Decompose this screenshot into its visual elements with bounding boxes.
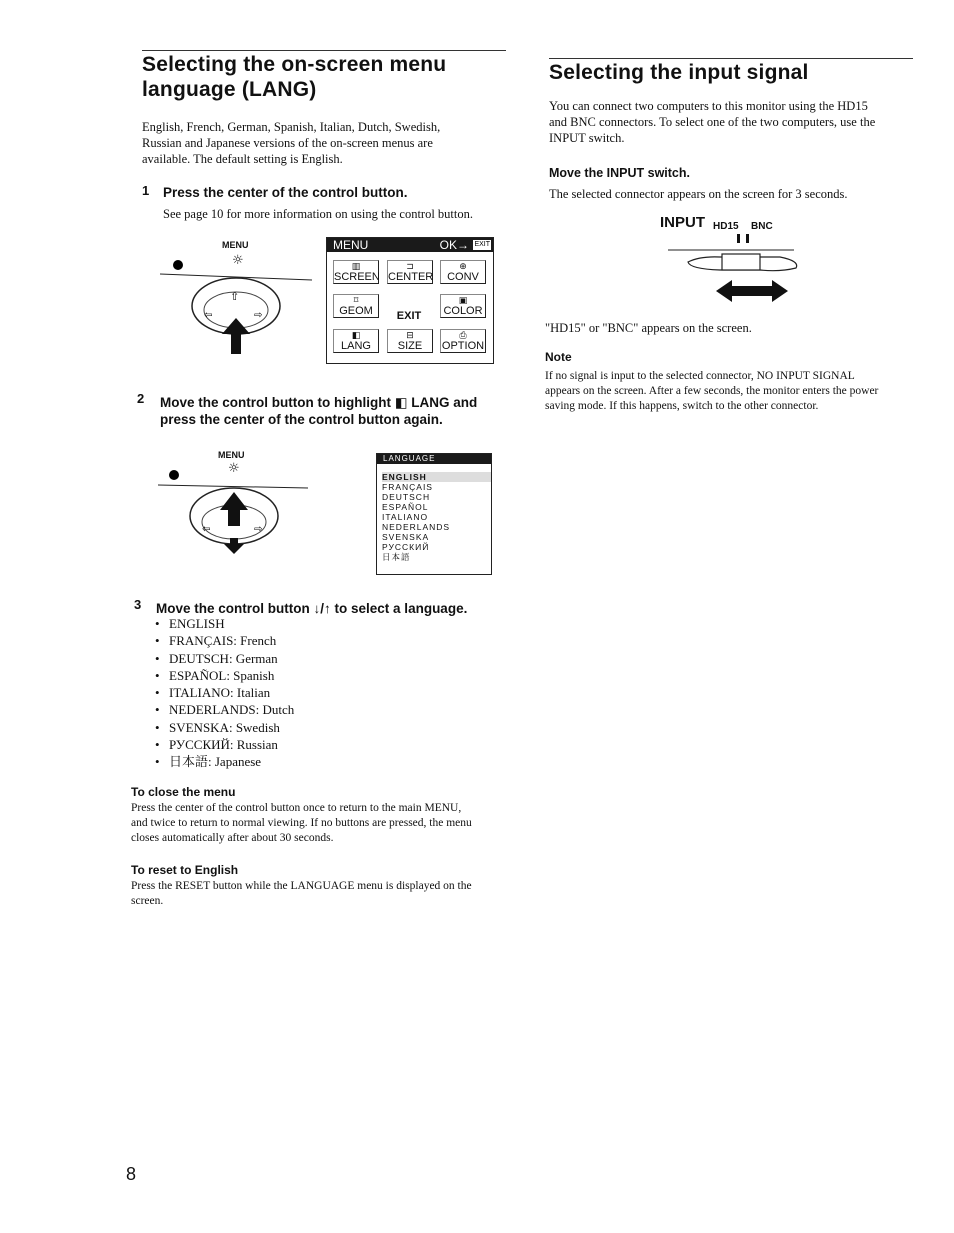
menu-tile-option — [440, 329, 486, 353]
contrast-icon — [173, 260, 183, 270]
language-option: 日本語 — [382, 552, 411, 562]
menu-tile-label: LANG — [341, 340, 371, 352]
option-icon: ⎙ — [459, 330, 467, 340]
menu-tile-label: SCREEN — [334, 271, 380, 283]
title-rule-left — [142, 50, 506, 51]
list-item: • FRANÇAIS: French — [155, 632, 294, 649]
down-arrow — [224, 538, 244, 554]
step-2-number: 2 — [137, 391, 145, 406]
screen-icon: ▥ — [351, 261, 361, 271]
language-option: SVENSKA — [382, 532, 430, 542]
color-icon: ▣ — [458, 295, 468, 305]
lang-icon: ◧ — [351, 330, 361, 340]
section-title-input: Selecting the input signal — [549, 61, 809, 84]
language-option: РУССКИЙ — [382, 542, 430, 552]
menu-tile-geom — [333, 294, 379, 318]
menu-tile-conv — [440, 260, 486, 284]
title-line-1: Selecting the on-screen menu — [142, 53, 447, 76]
step-1-subtext: See page 10 for more information on using the control button. — [163, 207, 474, 221]
size-icon: ⊟ — [406, 330, 414, 340]
list-item: • ENGLISH — [155, 615, 294, 632]
step-3-number: 3 — [134, 597, 142, 612]
list-item: • ITALIANO: Italian — [155, 684, 294, 701]
language-options — [377, 464, 491, 562]
menu-tile-label: OPTION — [441, 340, 485, 352]
menu-screen — [326, 237, 494, 364]
svg-text:⇦: ⇦ — [202, 524, 211, 535]
menu-tile-screen — [333, 260, 379, 284]
list-item: • РУССКИЙ: Russian — [155, 736, 294, 753]
control-button-icon — [160, 230, 320, 360]
menu-tile-lang — [333, 329, 379, 353]
menu-tile-size — [387, 329, 433, 353]
language-option: NEDERLANDS — [382, 522, 451, 532]
control-button-icon-2 — [158, 442, 318, 562]
language-option: ESPAÑOL — [382, 502, 429, 512]
contrast-icon — [169, 470, 179, 480]
step-2-text: Move the control button to highlight ◧ LANG and press the center of the control button again. — [160, 395, 478, 427]
menu-screen-titlebar: MENU OK→ EXIT — [327, 238, 493, 252]
reset-english-heading: To reset to English — [131, 863, 239, 877]
center-icon: ⊐ — [406, 261, 414, 271]
move-input-text: The selected connector appears on the screen for 3 seconds. — [549, 187, 848, 201]
step-1-text: Press the center of the control button. — [163, 185, 408, 200]
close-menu-text: Press the center of the control button once to return to the main MENU, and twice to return to normal viewing. If no buttons are pressed, the menu closes automatically after about 30 seconds. — [131, 802, 472, 844]
reset-english-text: Press the RESET button while the LANGUAGE menu is displayed on the screen. — [131, 880, 472, 907]
conv-icon: ⊕ — [459, 261, 467, 271]
lang-icon: ◧ — [394, 395, 408, 410]
input-label: INPUT — [660, 214, 705, 231]
svg-text:⇨: ⇨ — [254, 524, 263, 535]
menu-tile-exit — [387, 294, 431, 322]
menu-tile-label: CENTER — [388, 271, 434, 283]
control-button-diagram-2 — [158, 442, 318, 562]
input-switch-diagram — [660, 214, 810, 306]
language-option: ENGLISH — [382, 472, 491, 482]
language-option: FRANÇAIS — [382, 482, 433, 492]
language-list — [155, 615, 294, 771]
menu-tile-label: GEOM — [339, 305, 373, 317]
title-line-2: language (LANG) — [142, 78, 317, 101]
press-arrow — [222, 318, 250, 354]
note-text: If no signal is input to the selected connector, NO INPUT SIGNAL appears on the screen. After a few seconds, the monitor enters the power saving mode. If this happens, switch to the other connector. — [545, 370, 879, 412]
page-number: 8 — [126, 1164, 137, 1184]
close-menu-heading: To close the menu — [131, 785, 236, 799]
brightness-icon: ☼ — [232, 253, 244, 268]
brightness-icon: ☼ — [228, 461, 240, 476]
move-input-heading: Move the INPUT switch. — [549, 166, 690, 180]
title-rule-right — [549, 58, 913, 59]
left-right-arrow — [716, 280, 788, 302]
svg-text:⇨: ⇨ — [254, 310, 263, 321]
language-screen-titlebar: LANGUAGE — [377, 454, 491, 464]
step-1-number: 1 — [142, 183, 150, 198]
note-heading: Note — [545, 350, 572, 364]
menu-tile-color — [440, 294, 486, 318]
lang-intro: English, French, German, Spanish, Italian, Dutch, Swedish, Russian and Japanese versions of the on-screen menus are available. The default setting is English. — [142, 120, 441, 166]
geom-icon: ⌑ — [353, 295, 359, 305]
exit-icon — [387, 294, 431, 305]
menu-label: MENU — [218, 450, 245, 460]
menu-label: MENU — [222, 240, 249, 250]
menu-tile-label: SIZE — [397, 340, 423, 352]
svg-text:⇧: ⇧ — [230, 290, 240, 303]
step-3-text: Move the control button ↓/↑ to select a language. — [156, 601, 468, 616]
menu-tile-label: COLOR — [443, 305, 483, 317]
exit-icon: EXIT — [474, 241, 490, 248]
appears-text: "HD15" or "BNC" appears on the screen. — [545, 321, 752, 335]
list-item: • DEUTSCH: German — [155, 650, 294, 667]
menu-tile-label: EXIT — [396, 310, 422, 322]
down-up-arrow-icon: ↓/↑ — [313, 601, 331, 616]
list-item: • ESPAÑOL: Spanish — [155, 667, 294, 684]
language-option: DEUTSCH — [382, 492, 431, 502]
menu-tile-label: CONV — [447, 271, 479, 283]
control-button-diagram-1 — [160, 230, 320, 360]
list-item: • 日本語: Japanese — [155, 753, 294, 770]
list-item: • NEDERLANDS: Dutch — [155, 701, 294, 718]
input-intro: You can connect two computers to this monitor using the HD15 and BNC connectors. To select one of the two computers, use the INPUT switch. — [549, 99, 876, 145]
language-option: ITALIANO — [382, 512, 429, 522]
section-title-lang — [142, 52, 446, 102]
switch-icon — [660, 214, 810, 306]
svg-text:⇦: ⇦ — [204, 310, 213, 321]
menu-tile-center — [387, 260, 433, 284]
up-arrow — [220, 492, 248, 526]
list-item: • SVENSKA: Swedish — [155, 719, 294, 736]
language-screen — [376, 453, 492, 575]
bnc-label: BNC — [751, 221, 773, 232]
hd15-label: HD15 — [713, 221, 739, 232]
